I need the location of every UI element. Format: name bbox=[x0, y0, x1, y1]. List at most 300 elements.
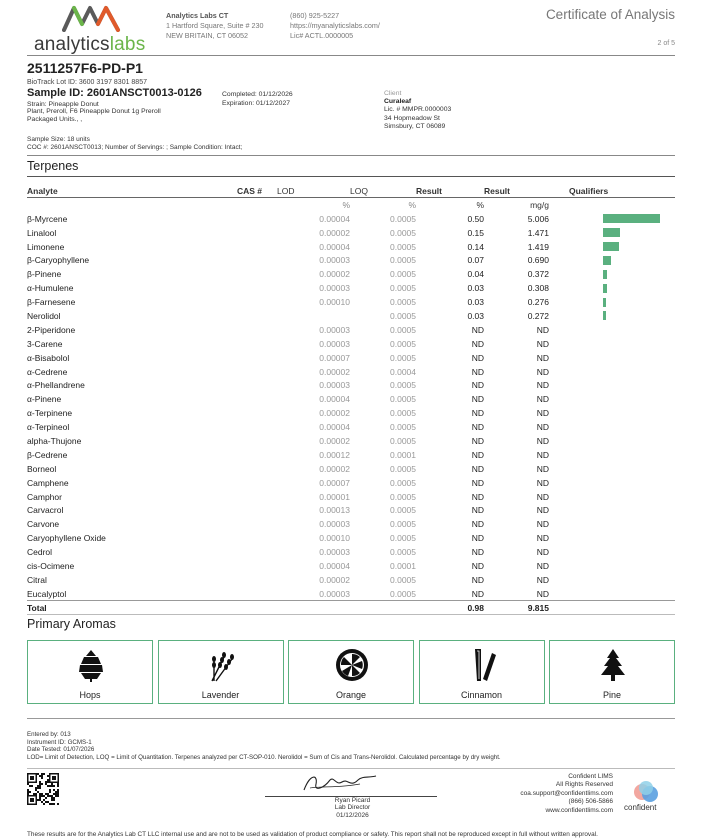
client-label: Client bbox=[384, 90, 402, 97]
lab-address-block bbox=[166, 11, 264, 41]
result-percent: ND bbox=[471, 519, 484, 530]
aromas-panel bbox=[27, 640, 675, 704]
lod-value: 0.00001 bbox=[319, 491, 350, 502]
result-percent: ND bbox=[471, 394, 484, 405]
terpene-row bbox=[27, 573, 675, 587]
lod-value: 0.00007 bbox=[319, 352, 350, 363]
result-percent: ND bbox=[471, 422, 484, 433]
cas-number bbox=[237, 240, 277, 254]
analyte-name: β-Farnesene bbox=[27, 297, 76, 308]
qualifier-cell bbox=[549, 448, 675, 462]
lod-value: 0.00004 bbox=[319, 394, 350, 405]
analyte-name: Limonene bbox=[27, 241, 65, 252]
result-mg-g: ND bbox=[536, 533, 549, 544]
qualifier-cell bbox=[549, 392, 675, 406]
terpene-row bbox=[27, 253, 675, 267]
qualifier-cell bbox=[549, 281, 675, 295]
loq-value: 0.0005 bbox=[390, 255, 416, 266]
conf-rights: All Rights Reserved bbox=[555, 781, 613, 789]
aromas-bottom-divider bbox=[27, 718, 675, 719]
lod-value: 0.00004 bbox=[319, 560, 350, 571]
terpene-row bbox=[27, 226, 675, 240]
lod-value: 0.00003 bbox=[319, 588, 350, 599]
analyte-name: β-Myrcene bbox=[27, 213, 68, 224]
loq-value: 0.0005 bbox=[390, 574, 416, 585]
result-percent: 0.14 bbox=[467, 241, 484, 252]
qualifier-cell bbox=[549, 351, 675, 365]
loq-value: 0.0005 bbox=[390, 408, 416, 419]
lod-value: 0.00003 bbox=[319, 324, 350, 335]
analyte-name: β-Pinene bbox=[27, 269, 62, 280]
loq-value: 0.0004 bbox=[390, 366, 416, 377]
col-qualifiers: Qualifiers bbox=[549, 184, 675, 198]
terpene-row bbox=[27, 587, 675, 601]
terpene-row bbox=[27, 434, 675, 448]
cas-number bbox=[237, 434, 277, 448]
qualifier-cell bbox=[549, 267, 675, 281]
aroma-label: Lavender bbox=[201, 690, 240, 700]
result-percent: ND bbox=[471, 449, 484, 460]
cas-number bbox=[237, 573, 277, 587]
qualifier-cell bbox=[549, 406, 675, 420]
qualifier-cell bbox=[549, 337, 675, 351]
analyte-name: α-Bisabolol bbox=[27, 352, 70, 363]
result-percent: 0.03 bbox=[467, 297, 484, 308]
loq-value: 0.0001 bbox=[390, 449, 416, 460]
result-mg-g: 0.276 bbox=[527, 297, 549, 308]
result-mg-g: 0.372 bbox=[527, 269, 549, 280]
result-bar bbox=[603, 214, 660, 223]
lod-value: 0.00012 bbox=[319, 449, 350, 460]
terpenes-title: Terpenes bbox=[27, 159, 79, 173]
loq-value: 0.0005 bbox=[390, 588, 416, 599]
qualifier-cell bbox=[549, 503, 675, 517]
loq-value: 0.0005 bbox=[390, 505, 416, 516]
loq-value: 0.0005 bbox=[390, 227, 416, 238]
result-percent: ND bbox=[471, 408, 484, 419]
analyte-name: α-Cedrene bbox=[27, 366, 68, 377]
unit-result-pct: % bbox=[476, 200, 484, 211]
aroma-label: Hops bbox=[79, 690, 101, 700]
qualifier-cell bbox=[549, 323, 675, 337]
result-mg-g: ND bbox=[536, 505, 549, 516]
cas-number bbox=[237, 559, 277, 573]
lod-loq-legend: LOD= Limit of Detection, LOQ = Limit of Quantitation. Terpenes analyzed per CT-SOP-010. Nerolidol = Sum of Cis and Trans-Nerolidol. Calculated percentage by dry weight. bbox=[27, 753, 501, 761]
entered-by: Entered by: 013 bbox=[27, 731, 71, 738]
cas-number bbox=[237, 587, 277, 601]
result-percent: ND bbox=[471, 547, 484, 558]
cas-number bbox=[237, 226, 277, 240]
lod-value: 0.00010 bbox=[319, 297, 350, 308]
client-name: Curaleaf bbox=[384, 98, 412, 106]
signature-icon bbox=[300, 770, 380, 796]
result-percent: 0.04 bbox=[467, 269, 484, 280]
header-divider bbox=[27, 55, 675, 56]
col-result-mg: Result bbox=[484, 184, 549, 198]
units-row bbox=[27, 198, 675, 212]
qualifier-cell bbox=[549, 420, 675, 434]
loq-value: 0.0005 bbox=[390, 338, 416, 349]
result-mg-g: ND bbox=[536, 435, 549, 446]
result-bar bbox=[603, 284, 607, 293]
confident-lims-block bbox=[520, 773, 613, 815]
qualifier-cell bbox=[549, 545, 675, 559]
qualifier-cell bbox=[549, 587, 675, 601]
result-percent: ND bbox=[471, 352, 484, 363]
total-qualifier bbox=[549, 601, 675, 615]
analytics-labs-logo bbox=[30, 4, 155, 54]
aroma-label: Cinnamon bbox=[460, 690, 503, 700]
terpene-row bbox=[27, 240, 675, 254]
aroma-label: Orange bbox=[335, 690, 367, 700]
result-bar bbox=[603, 256, 611, 265]
loq-value: 0.0005 bbox=[390, 394, 416, 405]
analyte-name: 2-Piperidone bbox=[27, 324, 76, 335]
confident-wordmark: confident bbox=[624, 803, 657, 812]
total-mg-g: 9.815 bbox=[484, 601, 549, 615]
cas-number bbox=[237, 545, 277, 559]
analyte-name: alpha-Thujone bbox=[27, 435, 82, 446]
date-tested: Date Tested: 01/07/2026 bbox=[27, 746, 95, 754]
product-description: Plant, Preroll, F6 Pineapple Donut 1g Preroll bbox=[27, 108, 161, 116]
qualifier-cell bbox=[549, 365, 675, 379]
result-mg-g: ND bbox=[536, 408, 549, 419]
cas-number bbox=[237, 476, 277, 490]
qualifier-cell bbox=[549, 212, 675, 226]
disclaimer: These results are for the Analytics Lab CT LLC internal use and are not to be used as validation of product compliance or safety. This report shall not be reproduced except in full without written approval. bbox=[27, 831, 598, 838]
result-mg-g: ND bbox=[536, 560, 549, 571]
loq-value: 0.0005 bbox=[390, 297, 416, 308]
cas-number bbox=[237, 378, 277, 392]
signer-title: Lab Director bbox=[334, 804, 371, 812]
result-mg-g: 1.419 bbox=[527, 241, 549, 252]
total-lod bbox=[277, 601, 350, 615]
report-header bbox=[0, 0, 710, 56]
lod-value: 0.00003 bbox=[319, 283, 350, 294]
cas-number bbox=[237, 531, 277, 545]
terpene-row bbox=[27, 545, 675, 559]
aromas-title: Primary Aromas bbox=[27, 617, 116, 631]
total-percent: 0.98 bbox=[416, 601, 484, 615]
unit-loq: % bbox=[408, 200, 416, 211]
cas-number bbox=[237, 212, 277, 226]
result-bar bbox=[603, 270, 607, 279]
result-percent: ND bbox=[471, 491, 484, 502]
cas-number bbox=[237, 253, 277, 267]
terpene-row bbox=[27, 517, 675, 531]
result-percent: ND bbox=[471, 533, 484, 544]
qualifier-cell bbox=[549, 573, 675, 587]
loq-value: 0.0005 bbox=[390, 477, 416, 488]
logo-mark-icon bbox=[62, 4, 122, 32]
result-percent: ND bbox=[471, 338, 484, 349]
terpene-row bbox=[27, 420, 675, 434]
cas-number bbox=[237, 267, 277, 281]
lab-address: 1 Hartford Square, Suite # 230 bbox=[166, 21, 264, 30]
terpene-row bbox=[27, 531, 675, 545]
analyte-name: Citral bbox=[27, 574, 47, 585]
qualifier-cell bbox=[549, 531, 675, 545]
aroma-label: Pine bbox=[602, 690, 621, 700]
result-percent: ND bbox=[471, 477, 484, 488]
result-bar bbox=[603, 228, 620, 237]
qualifier-cell bbox=[549, 226, 675, 240]
document-title: Certificate of Analysis bbox=[545, 7, 675, 22]
cas-number bbox=[237, 392, 277, 406]
info-divider bbox=[27, 155, 675, 156]
footer-divider bbox=[27, 768, 675, 769]
terpene-row bbox=[27, 559, 675, 573]
analyte-name: α-Pinene bbox=[27, 394, 62, 405]
loq-value: 0.0005 bbox=[390, 519, 416, 530]
terpenes-table bbox=[27, 184, 675, 615]
result-mg-g: ND bbox=[536, 380, 549, 391]
col-analyte: Analyte bbox=[27, 184, 237, 198]
lod-value: 0.00002 bbox=[319, 408, 350, 419]
qualifier-cell bbox=[549, 476, 675, 490]
cas-number bbox=[237, 337, 277, 351]
terpene-row bbox=[27, 351, 675, 365]
coc-number: COC #: 2601ANSCT0013; Number of Servings: ; Sample Condition: Intact; bbox=[27, 143, 243, 151]
terpene-row bbox=[27, 476, 675, 490]
aroma-hops bbox=[27, 640, 153, 704]
sample-dates bbox=[222, 90, 293, 108]
result-mg-g: ND bbox=[536, 547, 549, 558]
result-percent: ND bbox=[471, 435, 484, 446]
result-bar bbox=[603, 311, 606, 320]
analyte-name: cis-Ocimene bbox=[27, 560, 75, 571]
lod-value bbox=[277, 309, 350, 323]
lod-value: 0.00002 bbox=[319, 227, 350, 238]
lab-phone: (860) 925-5227 bbox=[290, 11, 340, 20]
pine-tree-icon bbox=[595, 647, 631, 683]
analyte-name: Camphor bbox=[27, 491, 62, 502]
terpene-row bbox=[27, 490, 675, 504]
result-mg-g: ND bbox=[536, 366, 549, 377]
col-result-pct: Result bbox=[416, 184, 484, 198]
analyte-name: Linalool bbox=[27, 227, 57, 238]
lab-license: Lic# ACTL.0000005 bbox=[290, 31, 354, 40]
analyte-name: Caryophyllene Oxide bbox=[27, 533, 106, 544]
terpene-row bbox=[27, 365, 675, 379]
conf-website[interactable]: www.confidentlims.com bbox=[545, 806, 613, 814]
loq-value: 0.0005 bbox=[390, 422, 416, 433]
signer-name: Ryan Picard bbox=[334, 797, 371, 804]
lod-value: 0.00004 bbox=[319, 422, 350, 433]
lod-value: 0.00002 bbox=[319, 435, 350, 446]
terpenes-title-divider bbox=[27, 176, 675, 177]
lavender-icon bbox=[204, 647, 240, 683]
lod-value: 0.00004 bbox=[319, 213, 350, 224]
analyte-name: Cedrol bbox=[27, 547, 53, 558]
sample-code: 2511257F6-PD-P1 bbox=[27, 60, 143, 76]
loq-value: 0.0005 bbox=[390, 352, 416, 363]
lab-contact-block bbox=[290, 11, 380, 41]
terpene-row bbox=[27, 392, 675, 406]
lod-value: 0.00003 bbox=[319, 380, 350, 391]
analyte-name: Eucalyptol bbox=[27, 588, 67, 599]
analyte-name: β-Caryophyllene bbox=[27, 255, 90, 266]
analyte-name: β-Cedrene bbox=[27, 449, 68, 460]
aromas-top-divider bbox=[27, 614, 675, 615]
loq-value: 0.0005 bbox=[390, 533, 416, 544]
cas-number bbox=[237, 351, 277, 365]
client-license: Lic. # MMPR.0000003 bbox=[384, 106, 452, 114]
strain: Strain: Pineapple Donut bbox=[27, 101, 99, 108]
loq-value: 0.0005 bbox=[390, 241, 416, 252]
result-percent: 0.03 bbox=[467, 310, 484, 321]
sample-meta bbox=[27, 136, 242, 151]
result-mg-g: ND bbox=[536, 519, 549, 530]
analyte-name: Borneol bbox=[27, 463, 57, 474]
orange-icon bbox=[334, 647, 370, 683]
conf-email[interactable]: coa.support@confidentlims.com bbox=[520, 789, 613, 797]
result-mg-g: ND bbox=[536, 477, 549, 488]
client-block bbox=[384, 90, 451, 131]
result-percent: ND bbox=[471, 324, 484, 335]
result-percent: 0.07 bbox=[467, 255, 484, 266]
terpene-row bbox=[27, 462, 675, 476]
result-bar bbox=[603, 298, 606, 307]
aroma-cinnamon bbox=[419, 640, 545, 704]
terpene-row bbox=[27, 378, 675, 392]
cas-number bbox=[237, 517, 277, 531]
result-percent: ND bbox=[471, 574, 484, 585]
lab-website[interactable]: https://myanalyticslabs.com/ bbox=[290, 21, 380, 30]
cas-number bbox=[237, 420, 277, 434]
loq-value: 0.0001 bbox=[390, 560, 416, 571]
cas-number bbox=[237, 503, 277, 517]
qualifier-cell bbox=[549, 559, 675, 573]
footnotes bbox=[27, 731, 501, 761]
terpene-row bbox=[27, 503, 675, 517]
total-label: Total bbox=[27, 601, 237, 615]
result-percent: 0.15 bbox=[467, 227, 484, 238]
col-cas: CAS # bbox=[237, 184, 277, 198]
lod-value: 0.00004 bbox=[319, 241, 350, 252]
loq-value: 0.0005 bbox=[390, 547, 416, 558]
unit-lod: % bbox=[342, 200, 350, 211]
cas-number bbox=[237, 462, 277, 476]
result-mg-g: 0.272 bbox=[527, 310, 549, 321]
expiration-date: Expiration: 01/12/2027 bbox=[222, 100, 291, 107]
result-mg-g: 0.690 bbox=[527, 255, 549, 266]
terpene-row bbox=[27, 309, 675, 323]
cas-number bbox=[237, 323, 277, 337]
result-mg-g: ND bbox=[536, 588, 549, 599]
lod-value: 0.00010 bbox=[319, 533, 350, 544]
lod-value: 0.00002 bbox=[319, 463, 350, 474]
cas-number bbox=[237, 295, 277, 309]
sample-size: Sample Size: 18 units bbox=[27, 136, 90, 143]
lab-name: Analytics Labs CT bbox=[166, 11, 229, 20]
qualifier-cell bbox=[549, 309, 675, 323]
analyte-name: Camphene bbox=[27, 477, 69, 488]
cas-number bbox=[237, 309, 277, 323]
result-mg-g: 0.308 bbox=[527, 283, 549, 294]
logo-text: analyticslabs bbox=[34, 34, 146, 55]
result-percent: ND bbox=[471, 560, 484, 571]
signer-block bbox=[300, 797, 405, 819]
instrument-id: Instrument ID: GCMS-1 bbox=[27, 738, 92, 746]
result-mg-g: ND bbox=[536, 574, 549, 585]
cas-number bbox=[237, 448, 277, 462]
terpene-row bbox=[27, 212, 675, 226]
aroma-orange bbox=[288, 640, 414, 704]
result-mg-g: 5.006 bbox=[527, 213, 549, 224]
loq-value: 0.0005 bbox=[390, 491, 416, 502]
terpene-row bbox=[27, 295, 675, 309]
result-bar bbox=[603, 242, 619, 251]
lod-value: 0.00007 bbox=[319, 477, 350, 488]
qualifier-cell bbox=[549, 462, 675, 476]
result-mg-g: ND bbox=[536, 449, 549, 460]
lod-value: 0.00003 bbox=[319, 338, 350, 349]
qualifier-cell bbox=[549, 434, 675, 448]
result-percent: 0.50 bbox=[467, 213, 484, 224]
lod-value: 0.00002 bbox=[319, 574, 350, 585]
qr-code-icon[interactable] bbox=[27, 773, 59, 805]
loq-value: 0.0005 bbox=[390, 283, 416, 294]
lod-value: 0.00003 bbox=[319, 255, 350, 266]
terpene-row bbox=[27, 267, 675, 281]
result-mg-g: ND bbox=[536, 491, 549, 502]
analyte-name: Carvone bbox=[27, 519, 60, 530]
result-mg-g: ND bbox=[536, 352, 549, 363]
qualifier-cell bbox=[549, 378, 675, 392]
terpene-row bbox=[27, 448, 675, 462]
col-loq: LOQ bbox=[350, 184, 416, 198]
qualifier-cell bbox=[549, 517, 675, 531]
qualifier-cell bbox=[549, 295, 675, 309]
loq-value: 0.0005 bbox=[390, 463, 416, 474]
cas-number bbox=[237, 365, 277, 379]
lab-city: NEW BRITAIN, CT 06052 bbox=[166, 31, 249, 40]
biotrack-lot-id: BioTrack Lot ID: 3600 3197 8301 8857 bbox=[27, 79, 147, 86]
result-percent: ND bbox=[471, 588, 484, 599]
lod-value: 0.00003 bbox=[319, 547, 350, 558]
loq-value: 0.0005 bbox=[390, 324, 416, 335]
result-percent: ND bbox=[471, 366, 484, 377]
analyte-name: 3-Carene bbox=[27, 338, 63, 349]
result-mg-g: ND bbox=[536, 463, 549, 474]
loq-value: 0.0005 bbox=[390, 310, 416, 321]
qualifier-cell bbox=[549, 253, 675, 267]
packaged-units: Packaged Units., , bbox=[27, 115, 83, 123]
cas-number bbox=[237, 490, 277, 504]
analyte-name: Nerolidol bbox=[27, 310, 61, 321]
client-address: 34 Hopmeadow St bbox=[384, 114, 440, 122]
loq-value: 0.0005 bbox=[390, 435, 416, 446]
terpenes-header-row bbox=[27, 184, 675, 198]
cas-number bbox=[237, 281, 277, 295]
cas-number bbox=[237, 406, 277, 420]
result-percent: 0.03 bbox=[467, 283, 484, 294]
qualifier-cell bbox=[549, 490, 675, 504]
sample-id: Sample ID: 2601ANSCT0013-0126 bbox=[27, 87, 202, 99]
page-number: 2 of 5 bbox=[657, 40, 675, 47]
hops-icon bbox=[73, 647, 109, 683]
result-mg-g: ND bbox=[536, 394, 549, 405]
result-mg-g: ND bbox=[536, 422, 549, 433]
analyte-name: α-Phellandrene bbox=[27, 380, 85, 391]
signer-date: 01/12/2026 bbox=[336, 811, 369, 819]
qualifier-cell bbox=[549, 240, 675, 254]
lod-value: 0.00003 bbox=[319, 519, 350, 530]
col-lod: LOD bbox=[277, 184, 350, 198]
total-loq bbox=[350, 601, 416, 615]
result-percent: ND bbox=[471, 505, 484, 516]
